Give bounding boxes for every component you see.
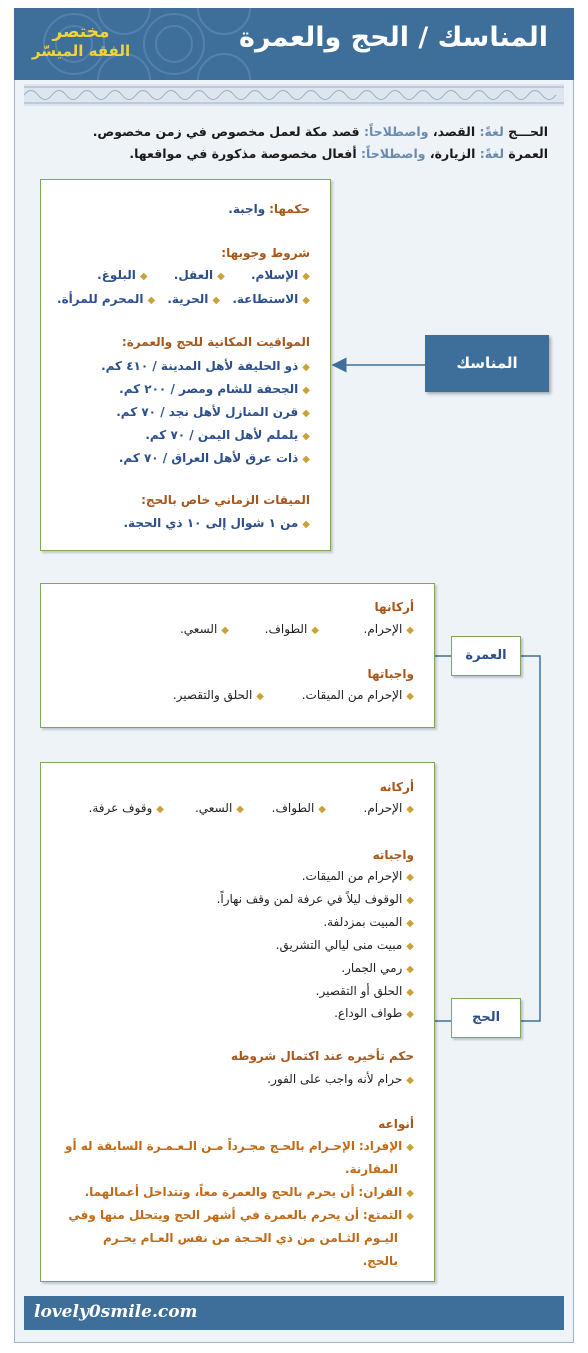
conditions-row-2: ◆الاستطاعة. ◆الحرية. ◆المحرم للمرأة. [57, 292, 310, 306]
hajj-term: الحـــج [508, 124, 548, 139]
miqat-item: ◆ذو الحليفة لأهل المدينة / ٤١٠ كم. [101, 359, 310, 373]
umra-obligations-heading: واجباتها [367, 667, 414, 681]
manasik-node: المناسك [425, 335, 549, 392]
ifrad-line-1: ◆الإفراد: الإحـرام بالحـج مجـرداً مـن الـعـمـرة السابقة له أو [65, 1139, 414, 1153]
site-watermark: lovely0smile.com [34, 1302, 198, 1322]
hajj-obligations-heading: واجباته [372, 848, 414, 862]
miqat-place-heading: المواقيت المكانية للحج والعمرة: [121, 335, 310, 349]
umra-node: العمرة [451, 636, 521, 676]
umra-pillars-heading: أركانها [374, 600, 414, 614]
hajj-obligation: ◆الإحرام من الميقات. [301, 869, 414, 883]
umra-pillar: ◆الطواف. [264, 622, 319, 636]
hajj-obligation: ◆المبيت بمزدلفة. [323, 915, 414, 929]
miqat-time: ◆من ١ شوال إلى ١٠ ذي الحجة. [123, 516, 310, 530]
umra-pillar: ◆السعي. [179, 622, 229, 636]
umra-obligation: ◆الحلق والتقصير. [172, 688, 264, 702]
hajj-pillars-heading: أركانه [379, 780, 414, 794]
hajj-obligation: ◆الحلق أو التقصير. [315, 984, 414, 998]
istilah-label: واصطلاحاً: [363, 124, 429, 139]
hajj-pillar: ◆وقوف عرفة. [88, 801, 164, 815]
hajj-pillar: ◆السعي. [194, 801, 244, 815]
umra-istilah: أفعال مخصوصة مذكورة في مواقعها. [129, 146, 357, 161]
manasik-box [40, 179, 331, 551]
ruling-value: واجبة. [228, 202, 266, 216]
page-title: المناسك / الحج والعمرة [239, 22, 548, 53]
miqat-item: ◆يلملم لأهل اليمن / ٧٠ كم. [145, 428, 310, 442]
lugha-label: لغةً: [479, 146, 505, 161]
conditions-heading: شروط وجوبها: [221, 246, 310, 260]
miqat-item: ◆ذات عرق لأهل العراق / ٧٠ كم. [118, 451, 310, 465]
tamattu-line-2: اليـوم الثـامن من ذي الحـجة من نفس العـام يحـرم [102, 1231, 398, 1245]
tamattu-line-1: ◆التمتع: أن يحرم بالعمرة في أشهر الحج ويتحلل منها وفي [68, 1208, 414, 1222]
umra-pillar: ◆الإحرام. [363, 622, 414, 636]
tamattu-line-3: بالحج. [362, 1254, 398, 1268]
miqat-time-heading: الميقات الزماني خاص بالحج: [141, 493, 310, 507]
hajj-obligation: ◆الوقوف ليلاً في عرفة لمن وقف نهاراً. [216, 892, 414, 906]
hajj-obligation: ◆رمي الجمار. [341, 961, 414, 975]
miqat-item: ◆الجحفة للشام ومصر / ٢٠٠ كم. [119, 382, 310, 396]
umra-lugha: الزيارة، [429, 146, 476, 161]
delay-value: ◆حرام لأنه واجب على الفور. [267, 1072, 414, 1086]
hajj-lugha: القصد، [432, 124, 476, 139]
types-heading: أنواعه [378, 1117, 414, 1131]
umra-obligation: ◆الإحرام من الميقات. [301, 688, 414, 702]
hajj-istilah: قصد مكة لعمل مخصوص في زمن مخصوص. [92, 124, 360, 139]
umra-box [40, 583, 435, 728]
hajj-obligation: ◆مبيت منى ليالي التشريق. [275, 938, 414, 952]
istilah-label: واصطلاحاً: [361, 146, 426, 161]
ruling-label: حكمها: [269, 202, 310, 216]
brand-bottom: الفقه الميسّر [31, 42, 131, 60]
hajj-pillar: ◆الإحرام. [363, 801, 414, 815]
delay-heading: حكم تأخيره عند اكتمال شروطه [230, 1049, 414, 1063]
hajj-node: الحج [451, 998, 521, 1038]
umra-term: العمرة [508, 146, 548, 161]
hajj-pillar: ◆الطواف. [271, 801, 326, 815]
conditions-row-1: ◆الإسلام. ◆العقل. ◆البلوغ. [97, 268, 310, 282]
hajj-box [40, 762, 435, 1282]
ifrad-line-2: المقارنة. [344, 1162, 398, 1176]
bracket-line [521, 656, 540, 1021]
ruling-row [228, 201, 310, 217]
hajj-obligation: ◆طواف الوداع. [334, 1006, 414, 1020]
miqat-item: ◆قرن المنازل لأهل نجد / ٧٠ كم. [116, 405, 310, 419]
qiran-line: ◆القران: أن يحرم بالحج والعمرة معاً، وتتداخل أعمالهما. [84, 1185, 414, 1199]
lugha-label: لغةً: [479, 124, 504, 139]
brand-top: مختصر [52, 22, 110, 42]
